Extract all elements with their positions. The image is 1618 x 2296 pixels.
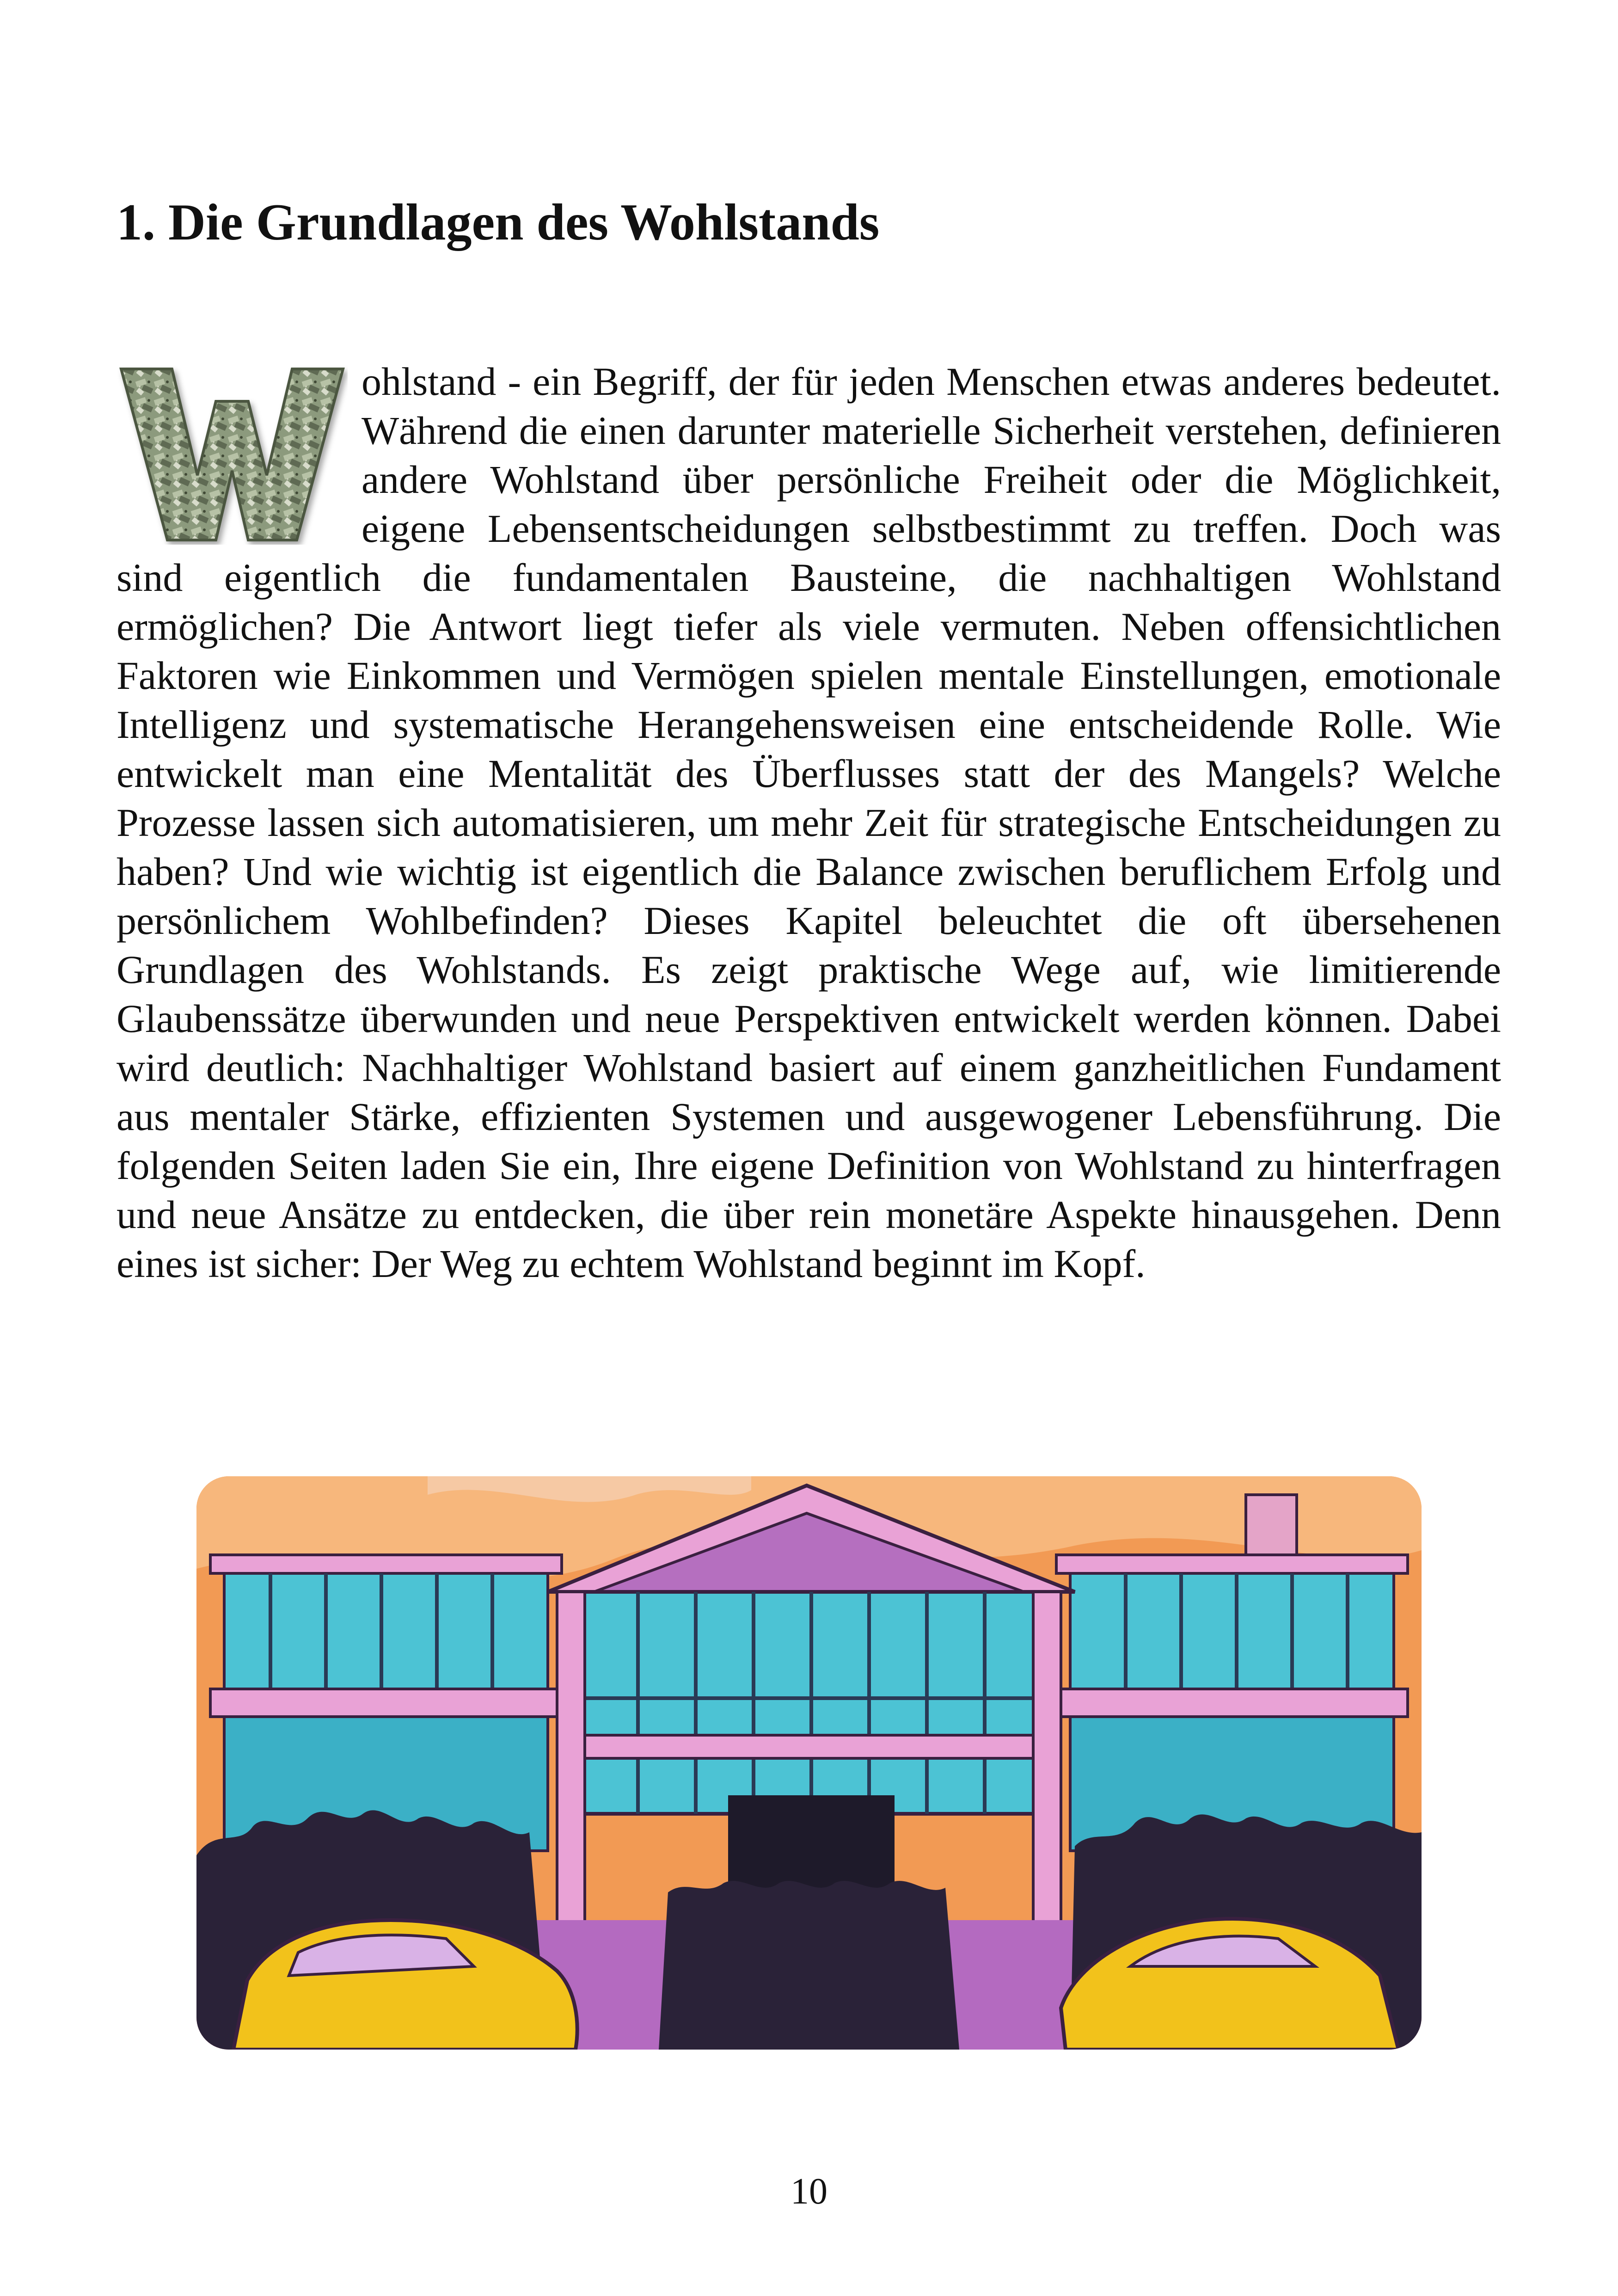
dropcap-w-money-icon [116, 360, 352, 545]
mansion-party-illustration [196, 1476, 1422, 2050]
body-text [116, 357, 1501, 1288]
chapter-title: 1. Die Grundlagen des Wohlstands [116, 194, 880, 251]
body-paragraph: ohlstand - ein Begriff, der für jeden Menschen etwas anderes bedeutet. Während die einen darunter materielle Sicherheit verstehen, definieren andere Wohlstand über persönliche Freiheit oder die Möglichkeit, eigene Lebensentscheidungen selbstbestimmt zu treffen. Doch was sind eigentlich die fundamentalen Bausteine, die nachhaltigen Wohlstand ermöglichen? Die Antwort liegt tiefer als viele vermuten. Neben offensichtlichen Faktoren wie Einkommen und Vermögen spielen mentale Einstellungen, emotionale Intelligenz und systematische Herangehensweisen eine entscheidende Rolle. Wie entwickelt man eine Mentalität des Überflusses statt der des Mangels? Welche Prozesse lassen sich automatisieren, um mehr Zeit für strategische Entscheidungen zu haben? Und wie wichtig ist eigentlich die Balance zwischen beruflichem Erfolg und persönlichem Wohlbefinden? Dieses Kapitel beleuchtet die oft übersehenen Grundlagen des Wohlstands. Es zeigt praktische Wege auf, wie limitierende Glaubenssätze überwunden und neue Perspektiven entwickelt werden können. Dabei wird deutlich: Nachhaltiger Wohlstand basiert auf einem ganzheitlichen Fundament aus mentaler Stärke, effizienten Systemen und ausgewogener Lebensführung. Die folgenden Seiten laden Sie ein, Ihre eigene Definition von Wohlstand zu hinterfragen und neue Ansätze zu entdecken, die über rein monetäre Aspekte hinausgehen. Denn eines ist sicher: Der Weg zu echtem Wohlstand beginnt im Kopf. [116, 359, 1501, 1286]
page-number: 10 [791, 2171, 827, 2212]
